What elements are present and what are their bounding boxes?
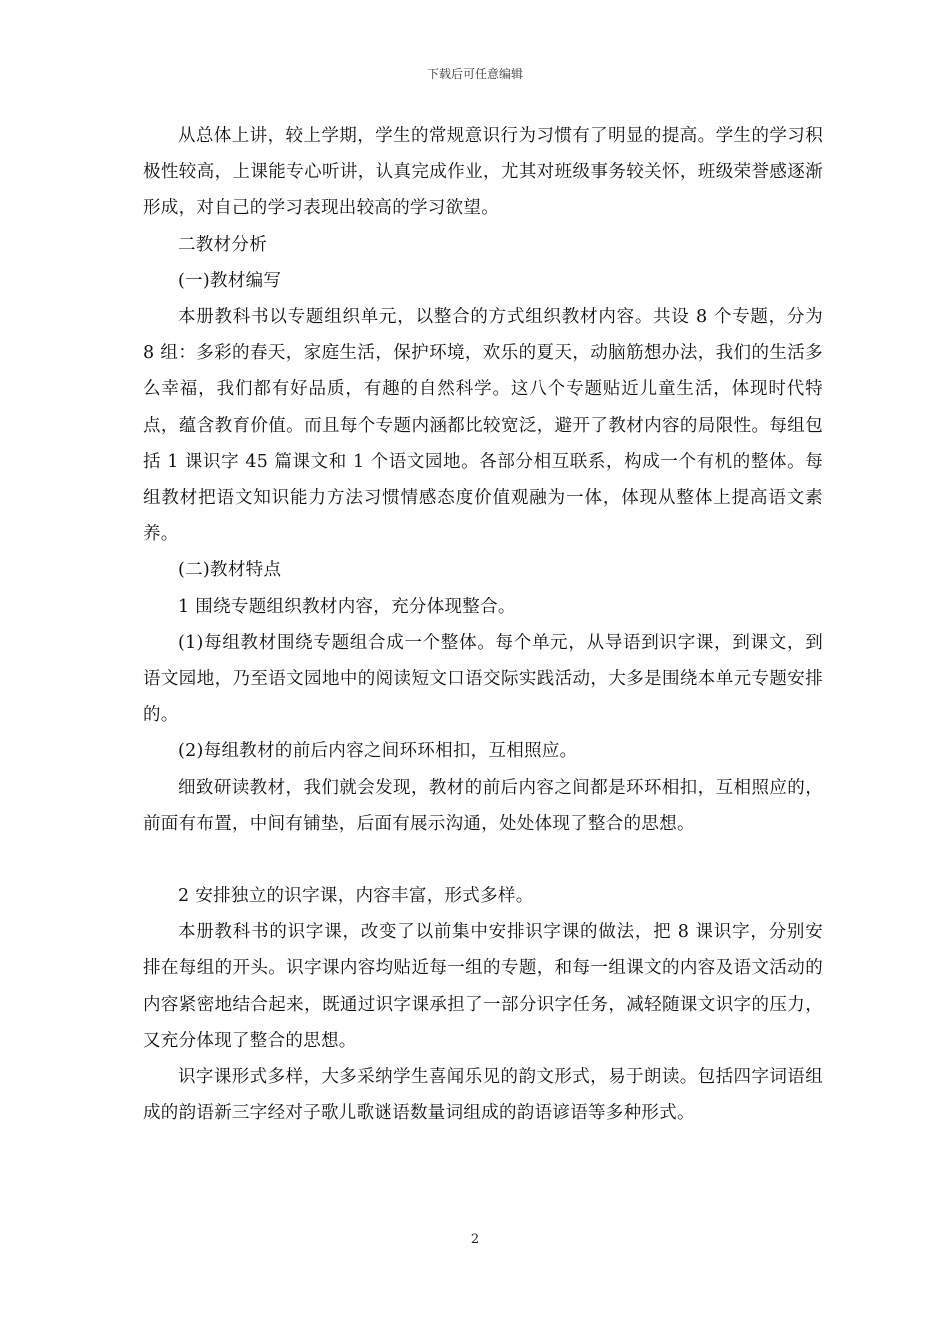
paragraph: (1)每组教材围绕专题组合成一个整体。每个单元，从导语到识字课，到课文，到语文园地，乃至语文园地中的阅读短文口语交际实践活动，大多是围绕本单元专题安排的。 <box>143 632 823 726</box>
subsection-heading: (二)教材特点 <box>178 560 282 581</box>
paragraph: 识字课形式多样，大多采纳学生喜闻乐见的韵文形式，易于朗读。包括四字词语组成的韵语新三字经对子歌儿歌谜语数量词组成的韵语谚语等多种形式。 <box>143 1067 823 1124</box>
paragraph: 本册教科书以专题组织单元，以整合的方式组织教材内容。共设 8 个专题，分为 8 组：多彩的春天，家庭生活，保护环境，欢乐的夏天，动脑筋想办法，我们的生活多么幸福，我们都有好品质，有趣的自然科学。这八个专题贴近儿童生活，体现时代特点，蕴含教育价值。而且每个专题内涵都比较宽泛，避开了教材内容的局限性。每组包括 1 课识字 45 篇课文和 1 个语文园地。各部分相互联系，构成一个有机的整体。每组教材把语文知识能力方法习惯情感态度价值观融为一体，体现从整体上提高语文素养。 <box>143 307 823 545</box>
point-heading: 1 围绕专题组织教材内容，充分体现整合。 <box>178 596 516 617</box>
paragraph: 本册教科书的识字课，改变了以前集中安排识字课的做法，把 8 课识字，分别安排在每组的开头。识字课内容均贴近每一组的专题，和每一组课文的内容及语文活动的内容紧密地结合起来，既通过识字课承担了一部分识字任务，减轻随课文识字的压力，又充分体现了整合的思想。 <box>143 922 823 1051</box>
section-heading: 二教材分析 <box>178 234 267 255</box>
page-number: 2 <box>470 1232 480 1247</box>
paragraph-gap <box>143 842 823 878</box>
paragraph: 细致研读教材，我们就会发现，教材的前后内容之间都是环环相扣，互相照应的，前面有布置，中间有铺垫，后面有展示沟通，处处体现了整合的思想。 <box>143 777 823 834</box>
point-heading: 2 安排独立的识字课，内容丰富，形式多样。 <box>178 886 534 907</box>
paragraph: (2)每组教材的前后内容之间环环相扣，互相照应。 <box>178 741 578 762</box>
body-text <box>143 118 823 1131</box>
subsection-heading: (一)教材编写 <box>178 270 282 291</box>
page-header: 下载后可任意编辑 <box>426 67 523 81</box>
paragraph: 从总体上讲，较上学期，学生的常规意识行为习惯有了明显的提高。学生的学习积极性较高，上课能专心听讲，认真完成作业，尤其对班级事务较关怀，班级荣誉感逐渐形成，对自己的学习表现出较高的学习欲望。 <box>143 126 823 219</box>
